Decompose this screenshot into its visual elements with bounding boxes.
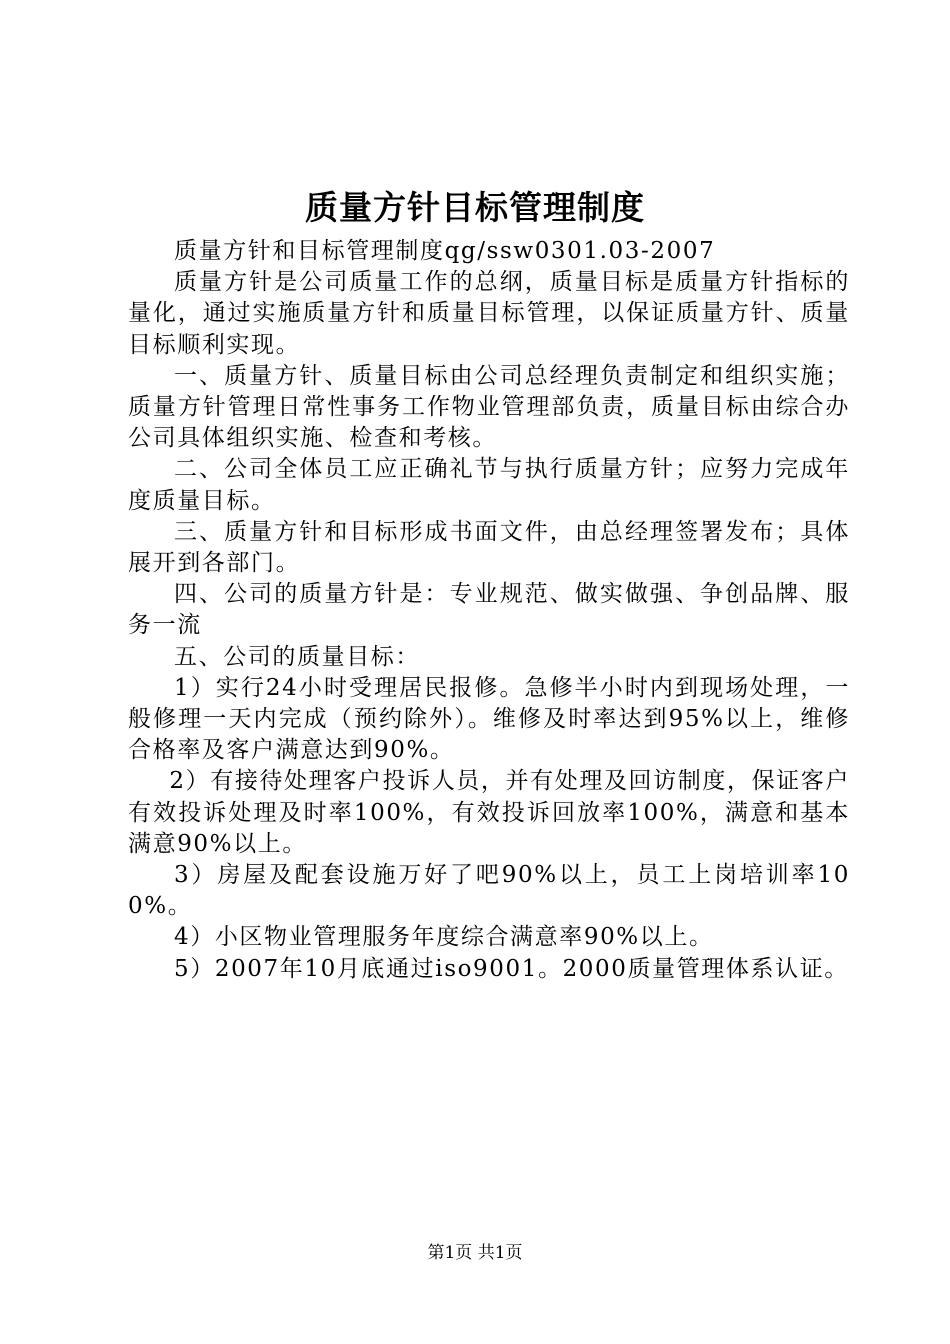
paragraph-intro: 质量方针是公司质量工作的总纲，质量目标是质量方针指标的量化，通过实施质量方针和质量目标管理，以保证质量方针、质量目标顺利实现。	[128, 269, 850, 358]
document-body	[128, 236, 850, 985]
paragraph-goal-1: 1）实行24小时受理居民报修。急修半小时内到现场处理，一般修理一天内完成（预约除外）。维修及时率达到95%以上，维修合格率及客户满意达到90%。	[128, 674, 850, 764]
paragraph-doc-reference: 质量方针和目标管理制度qg/ssw0301.03-2007	[174, 238, 716, 264]
paragraph-item-5: 五、公司的质量目标：	[174, 643, 420, 670]
document-title: 质量方针目标管理制度	[305, 188, 645, 227]
paragraph-item-4: 四、公司的质量方针是：专业规范、做实做强、争创品牌、服务一流	[128, 581, 850, 639]
page-footer	[0, 1240, 950, 1266]
paragraph-goal-5: 5）2007年10月底通过iso9001。2000质量管理体系认证。	[174, 955, 849, 982]
paragraph-item-3: 三、质量方针和目标形成书面文件，由总经理签署发布；具体展开到各部门。	[128, 518, 850, 577]
page-number: 第1页	[427, 1243, 473, 1263]
paragraph-item-1: 一、质量方针、质量目标由公司总经理负责制定和组织实施；质量方针管理日常性事务工作物业管理部负责，质量目标由综合办公司具体组织实施、检查和考核。	[128, 362, 850, 452]
paragraph-goal-4: 4）小区物业管理服务年度综合满意率90%以上。	[174, 924, 714, 951]
paragraph-goal-3: 3）房屋及配套设施万好了吧90%以上，员工上岗培训率100%。	[128, 862, 850, 920]
page-total: 共1页	[477, 1243, 523, 1263]
paragraph-item-2: 二、公司全体员工应正确礼节与执行质量方针；应努力完成年度质量目标。	[128, 456, 850, 514]
paragraph-goal-2: 2）有接待处理客户投诉人员，并有处理及回访制度，保证客户有效投诉处理及时率100%，有效投诉回放率100%，满意和基本满意90%以上。	[128, 768, 850, 857]
